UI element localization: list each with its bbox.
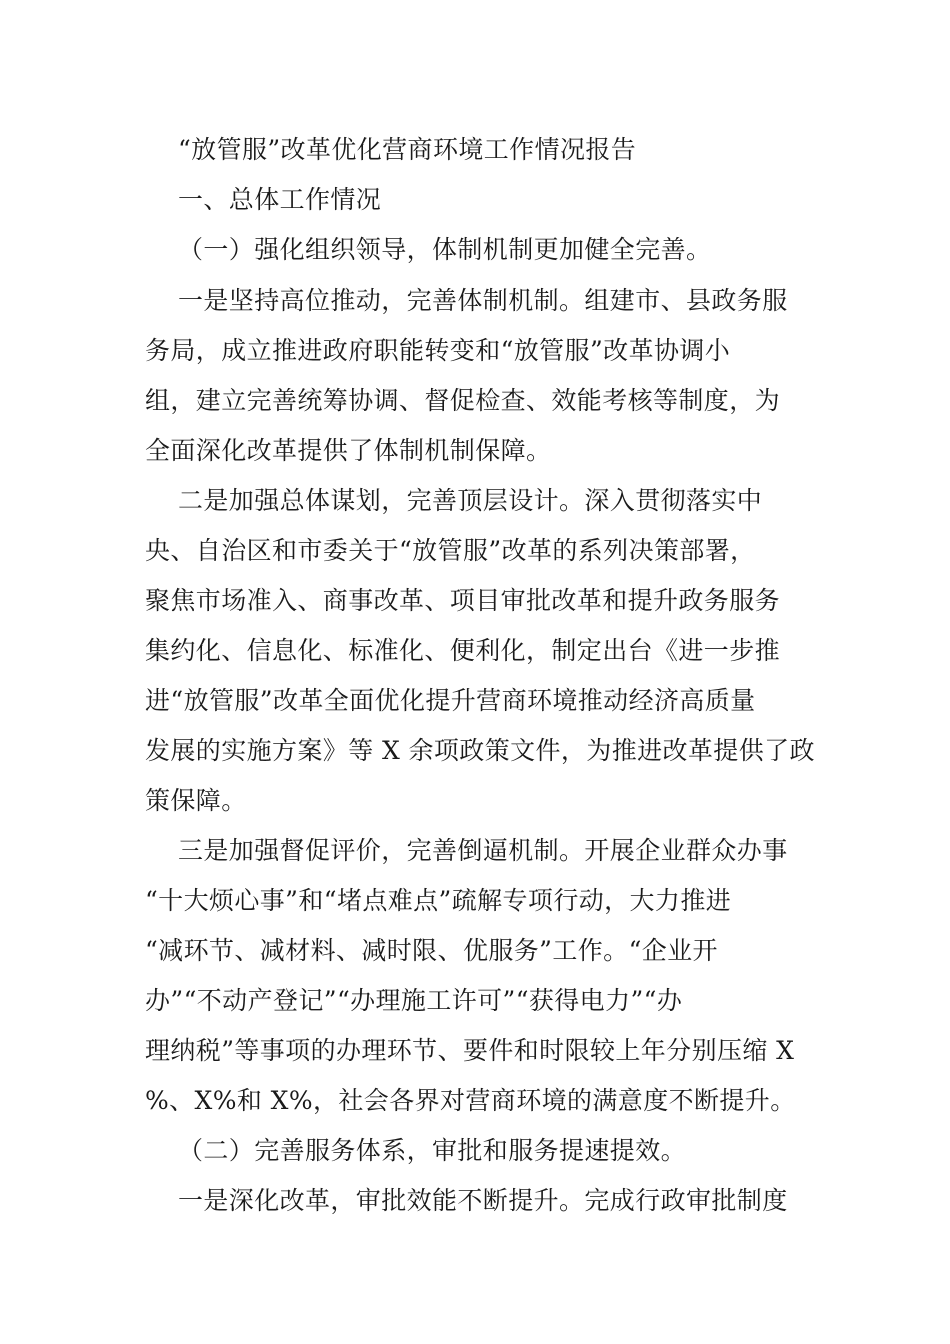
subsection-heading-service: （二）完善服务体系，审批和服务提速提效。: [178, 1136, 687, 1165]
document-title: “放管服”改革优化营商环境工作情况报告: [178, 135, 637, 164]
paragraph-line: 聚焦市场准入、商事改革、项目审批改革和提升政务服务: [145, 586, 781, 615]
paragraph-line: 办”“不动产登记”“办理施工许可”“获得电力”“办: [145, 986, 683, 1015]
subsection-heading-organization: （一）强化组织领导，体制机制更加健全完善。: [178, 235, 712, 264]
paragraph-line: 集约化、信息化、标准化、便利化，制定出台《进一步推: [145, 636, 781, 665]
paragraph-line: 策保障。: [145, 786, 247, 815]
paragraph-line: 组，建立完善统筹协调、督促检查、效能考核等制度，为: [145, 386, 781, 415]
paragraph-line: 二是加强总体谋划，完善顶层设计。深入贯彻落实中: [178, 486, 763, 515]
paragraph-line: 进“放管服”改革全面优化提升营商环境推动经济高质量: [145, 686, 756, 715]
paragraph-line: 理纳税”等事项的办理环节、要件和时限较上年分别压缩 X: [145, 1036, 795, 1065]
paragraph-line: 务局，成立推进政府职能转变和“放管服”改革协调小: [145, 336, 731, 365]
paragraph-line: “十大烦心事”和“堵点难点”疏解专项行动，大力推进: [145, 886, 732, 915]
paragraph-line: 一是坚持高位推动，完善体制机制。组建市、县政务服: [178, 286, 788, 315]
paragraph-line: %、X%和 X%，社会各界对营商环境的满意度不断提升。: [145, 1086, 796, 1115]
paragraph-line: “减环节、减材料、减时限、优服务”工作。“企业开: [145, 936, 718, 965]
paragraph-line: 发展的实施方案》等 X 余项政策文件，为推进改革提供了政: [145, 736, 815, 765]
paragraph-line: 全面深化改革提供了体制机制保障。: [145, 436, 552, 465]
paragraph-line: 央、自治区和市委关于“放管服”改革的系列决策部署，: [145, 536, 756, 565]
paragraph-line: 一是深化改革，审批效能不断提升。完成行政审批制度: [178, 1186, 788, 1215]
paragraph-line: 三是加强督促评价，完善倒逼机制。开展企业群众办事: [178, 836, 788, 865]
section-heading-overall: 一、总体工作情况: [178, 185, 382, 214]
